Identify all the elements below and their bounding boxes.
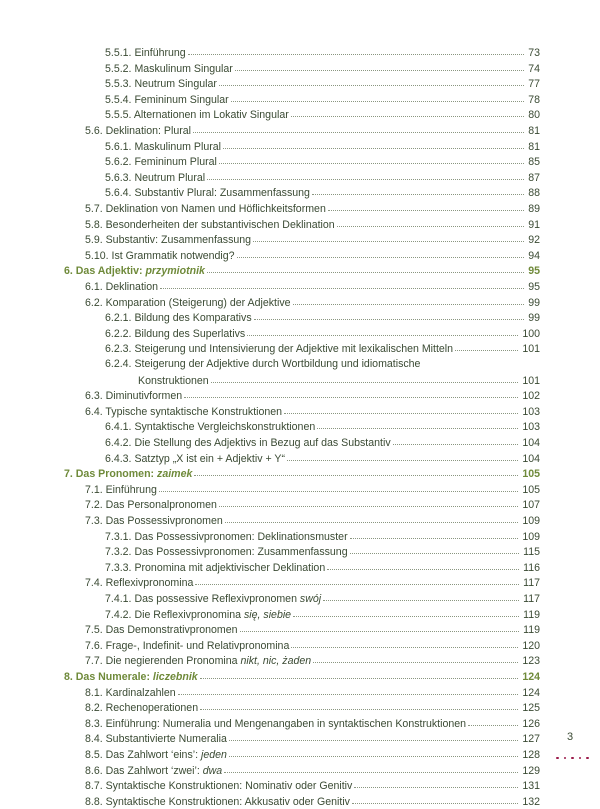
toc-page: 73: [528, 47, 540, 59]
toc-title: 6.2.3. Steigerung und Intensivierung der Adjektive mit lexikalischen Mitteln: [105, 343, 454, 356]
chapter-label: 6. Das Adjektiv:: [64, 265, 146, 278]
toc-entry: [105, 185, 540, 199]
toc-entry: [85, 388, 540, 402]
toc-entry: [105, 76, 540, 90]
toc-page: 120: [522, 639, 540, 652]
toc-title: 8.1. Kardinalzahlen: [85, 686, 176, 699]
leader-dots: [323, 590, 519, 601]
toc-entry: [85, 716, 540, 730]
toc-title: [64, 670, 198, 684]
toc-page: 94: [528, 249, 540, 262]
toc-title: 8.7. Syntaktische Konstruktionen: Nominativ oder Genitiv: [85, 780, 353, 793]
leader-dots: [188, 44, 525, 55]
page-dots-ornament: [556, 746, 596, 750]
leader-dots: [455, 340, 518, 351]
toc-entry: [85, 685, 540, 699]
leader-dots: [184, 387, 518, 398]
toc-title: 8.5. Das Zahlwort ‘eins’: jeden: [85, 749, 227, 761]
toc-page: 104: [522, 452, 540, 465]
toc-title: 6.4.2. Die Stellung des Adjektivs in Bezug auf das Substantiv: [105, 437, 391, 449]
toc-entry: [85, 404, 540, 418]
toc-chapter: [64, 669, 540, 683]
leader-dots: [224, 762, 518, 773]
toc-entry: [85, 482, 540, 496]
toc-entry: [105, 170, 540, 184]
toc-title: 7.3.2. Das Possessivpronomen: Zusammenfassung: [105, 546, 348, 559]
toc-title: 6.4.1. Syntaktische Vergleichskonstruktionen: [105, 421, 316, 434]
toc-entry: [105, 591, 540, 605]
toc-title: 6.2.2. Bildung des Superlativs: [105, 327, 246, 340]
toc-page: 124: [522, 686, 540, 699]
toc-entry-continued: [138, 373, 540, 387]
toc-page: 99: [528, 296, 540, 309]
toc-entry: [85, 622, 540, 636]
toc-entry: [85, 638, 540, 652]
leader-dots: [219, 496, 518, 507]
leader-dots: [393, 434, 519, 445]
toc-entry: [85, 248, 540, 262]
toc-page: 95: [528, 265, 540, 278]
leader-dots: [160, 278, 524, 289]
toc-page: 101: [522, 374, 540, 387]
toc-entry: [85, 794, 540, 808]
toc-title: 5.5.1. Einführung: [105, 47, 186, 59]
toc-page: 74: [528, 62, 540, 75]
toc-entry: [105, 357, 540, 371]
leader-dots: [337, 216, 525, 227]
leader-dots: [284, 403, 518, 414]
toc-title: 5.5.5. Alternationen im Lokativ Singular: [105, 109, 289, 122]
toc-entry: [85, 201, 540, 215]
toc-chapter: [64, 466, 540, 480]
leader-dots: [350, 543, 520, 554]
toc-page: 115: [523, 546, 540, 559]
toc-page: 77: [528, 78, 540, 91]
toc-page: 81: [528, 140, 540, 153]
toc-title: 5.6.1. Maskulinum Plural: [105, 140, 221, 153]
toc-title: 6.4.3. Satztyp „X ist ein + Adjektiv + Y“: [105, 452, 285, 465]
toc-entry: [85, 217, 540, 231]
toc-page: 101: [522, 343, 540, 356]
toc-page: 123: [522, 655, 540, 668]
toc-page: 109: [522, 515, 540, 527]
toc-page: 103: [522, 405, 540, 418]
leader-dots: [293, 606, 519, 617]
toc-entry: [105, 45, 540, 59]
toc-title: 6.2.1. Bildung des Komparativs: [105, 312, 252, 325]
leader-dots: [354, 777, 518, 788]
toc-title: 8.2. Rechenoperationen: [85, 702, 199, 715]
toc-page: 88: [528, 187, 540, 200]
leader-dots: [293, 294, 525, 305]
toc-title: 5.6.4. Substantiv Plural: Zusammenfassung: [105, 187, 310, 200]
leader-dots: [159, 481, 518, 492]
toc-entry: [105, 341, 540, 355]
toc-page: 104: [522, 437, 540, 449]
leader-dots: [350, 528, 519, 539]
toc-title: 8.4. Substantivierte Numeralia: [85, 733, 227, 746]
toc-page: 100: [522, 327, 540, 340]
toc-title: 8.3. Einführung: Numeralia und Mengenangaben in syntaktischen Konstruktionen: [85, 717, 467, 730]
toc-entry: [105, 326, 540, 340]
toc-page: 119: [523, 608, 540, 621]
toc-title: 5.5.2. Maskulinum Singular: [105, 62, 233, 75]
toc-page: 116: [523, 561, 540, 574]
toc-page: 117: [523, 577, 540, 590]
toc-title: 5.6. Deklination: Plural: [85, 125, 191, 137]
toc-title: 8.8. Syntaktische Konstruktionen: Akkusativ oder Genitiv: [85, 795, 350, 808]
leader-dots: [178, 684, 519, 695]
toc-page: 99: [528, 312, 540, 325]
toc-title: 7.3.3. Pronomina mit adjektivischer Deklination: [105, 561, 326, 574]
leader-dots: [223, 138, 524, 149]
leader-dots: [254, 309, 525, 320]
toc-page: 81: [528, 125, 540, 137]
toc-title: 5.9. Substantiv: Zusammenfassung: [85, 234, 252, 247]
chapter-label: 7. Das Pronomen:: [64, 468, 158, 481]
chapter-polish-term: przymiotnik: [145, 265, 205, 278]
toc-entry: [105, 451, 540, 465]
toc-chapter: [64, 263, 540, 277]
toc-entry: [85, 123, 540, 137]
toc-title: 8.6. Das Zahlwort ‘zwei’: dwa: [85, 764, 223, 777]
toc-page: 126: [522, 717, 540, 730]
toc-entry: [105, 154, 540, 168]
toc-title: 5.7. Deklination von Namen und Höflichkeitsformen: [85, 203, 326, 215]
toc-page: 128: [522, 749, 540, 761]
toc-page: 132: [522, 795, 540, 808]
leader-dots: [327, 559, 519, 570]
toc-page: 92: [528, 234, 540, 247]
toc-entry: [105, 560, 540, 574]
leader-dots: [231, 91, 525, 102]
leader-dots: [352, 793, 518, 804]
toc-page: 127: [522, 733, 540, 746]
toc-entry: [85, 295, 540, 309]
chapter-polish-term: liczebnik: [152, 671, 198, 683]
toc-title: [64, 264, 205, 278]
leader-dots: [313, 652, 518, 663]
toc-title: 6.1. Deklination: [85, 281, 159, 293]
toc-title: 5.8. Besonderheiten der substantivischen Deklination: [85, 218, 335, 231]
toc-entry: [85, 763, 540, 777]
toc-page: 125: [522, 702, 540, 715]
leader-dots: [312, 184, 524, 195]
toc-entry: [85, 747, 540, 761]
toc-entry: [105, 139, 540, 153]
toc-page: 109: [522, 530, 540, 543]
chapter-label: 8. Das Numerale:: [64, 671, 153, 683]
toc-entry: [85, 513, 540, 527]
toc-page: 105: [522, 468, 540, 481]
leader-dots: [229, 730, 518, 741]
page-number: 3: [567, 731, 574, 743]
toc-entry: [105, 310, 540, 324]
toc-page: 103: [522, 421, 540, 434]
leader-dots: [240, 621, 520, 632]
toc-entry: [85, 279, 540, 293]
leader-dots: [195, 574, 519, 585]
toc-title: [64, 467, 192, 481]
leader-dots: [237, 247, 525, 258]
toc-title: 7.3.1. Das Possessivpronomen: Deklinationsmuster: [105, 530, 348, 543]
toc-page: 131: [522, 780, 540, 793]
toc-page: 85: [528, 156, 540, 169]
leader-dots: [247, 325, 518, 336]
leader-dots: [207, 169, 524, 180]
toc-entry: [105, 435, 540, 449]
toc-entry: [85, 232, 540, 246]
toc-entry: [85, 653, 540, 667]
leader-dots: [468, 715, 518, 726]
toc-entry: [85, 575, 540, 589]
toc-page: 95: [528, 281, 540, 293]
toc-title: 6.3. Diminutivformen: [85, 390, 183, 403]
toc-page: 107: [522, 499, 540, 512]
toc-page: 102: [522, 390, 540, 403]
toc-entry: [105, 529, 540, 543]
toc-page: 117: [523, 593, 540, 605]
leader-dots: [219, 153, 524, 164]
toc-title: 7.4.1. Das possessive Reflexivpronomen swój: [105, 593, 322, 605]
leader-dots: [225, 512, 519, 523]
leader-dots: [291, 637, 518, 648]
toc-entry: [85, 731, 540, 745]
toc-page: 78: [528, 93, 540, 106]
toc-title: 5.6.2. Femininum Plural: [105, 156, 217, 169]
toc-entry: [105, 92, 540, 106]
leader-dots: [200, 699, 518, 710]
toc-title: 7.2. Das Personalpronomen: [85, 499, 217, 512]
leader-dots: [207, 262, 524, 273]
leader-dots: [287, 450, 518, 461]
toc-title: 7.1. Einführung: [85, 483, 157, 496]
toc-entry: [85, 497, 540, 511]
toc-title: 6.2.4. Steigerung der Adjektive durch Wortbildung und idiomatische: [105, 358, 421, 370]
leader-dots: [194, 465, 518, 476]
leader-dots: [211, 372, 519, 383]
toc-title: 7.4.2. Die Reflexivpronomina się, siebie: [105, 608, 292, 621]
toc-page: 89: [528, 203, 540, 215]
toc-title: 7.6. Frage-, Indefinit- und Relativpronomina: [85, 639, 290, 652]
toc-title: 7.7. Die negierenden Pronomina nikt, nic, żaden: [85, 655, 312, 668]
toc-entry: [105, 419, 540, 433]
toc-page: 124: [522, 671, 540, 683]
toc-entry: [85, 700, 540, 714]
chapter-polish-term: zaimek: [157, 468, 193, 481]
toc-title: 7.5. Das Demonstrativpronomen: [85, 624, 238, 637]
leader-dots: [219, 75, 524, 86]
leader-dots: [235, 60, 524, 71]
toc-entry: [105, 61, 540, 75]
toc-page: 91: [528, 218, 540, 231]
toc-page: 129: [522, 764, 540, 777]
toc-page: 105: [522, 483, 540, 496]
toc-title: 6.2. Komparation (Steigerung) der Adjektive: [85, 296, 291, 309]
toc-page: 87: [528, 171, 540, 184]
toc-page: 119: [523, 624, 540, 637]
leader-dots: [200, 668, 519, 679]
toc-title: 7.3. Das Possessivpronomen: [85, 515, 223, 527]
toc-entry: [85, 778, 540, 792]
leader-dots: [253, 231, 524, 242]
toc-title: 5.5.4. Femininum Singular: [105, 93, 229, 106]
toc-title: 7.4. Reflexivpronomina: [85, 577, 194, 590]
toc-title: 5.5.3. Neutrum Singular: [105, 78, 217, 91]
leader-dots: [229, 746, 518, 757]
toc-title: 5.10. Ist Grammatik notwendig?: [85, 249, 235, 262]
toc-entry: [105, 607, 540, 621]
leader-dots: [328, 200, 524, 211]
leader-dots: [291, 106, 524, 117]
toc-title: 5.6.3. Neutrum Plural: [105, 171, 206, 184]
toc-entry: [105, 107, 540, 121]
leader-dots: [317, 418, 518, 429]
toc-page: 80: [528, 109, 540, 122]
toc-entry: [105, 544, 540, 558]
toc-title: Konstruktionen: [138, 374, 209, 387]
toc-title: 6.4. Typische syntaktische Konstruktionen: [85, 405, 283, 418]
leader-dots: [193, 122, 524, 133]
